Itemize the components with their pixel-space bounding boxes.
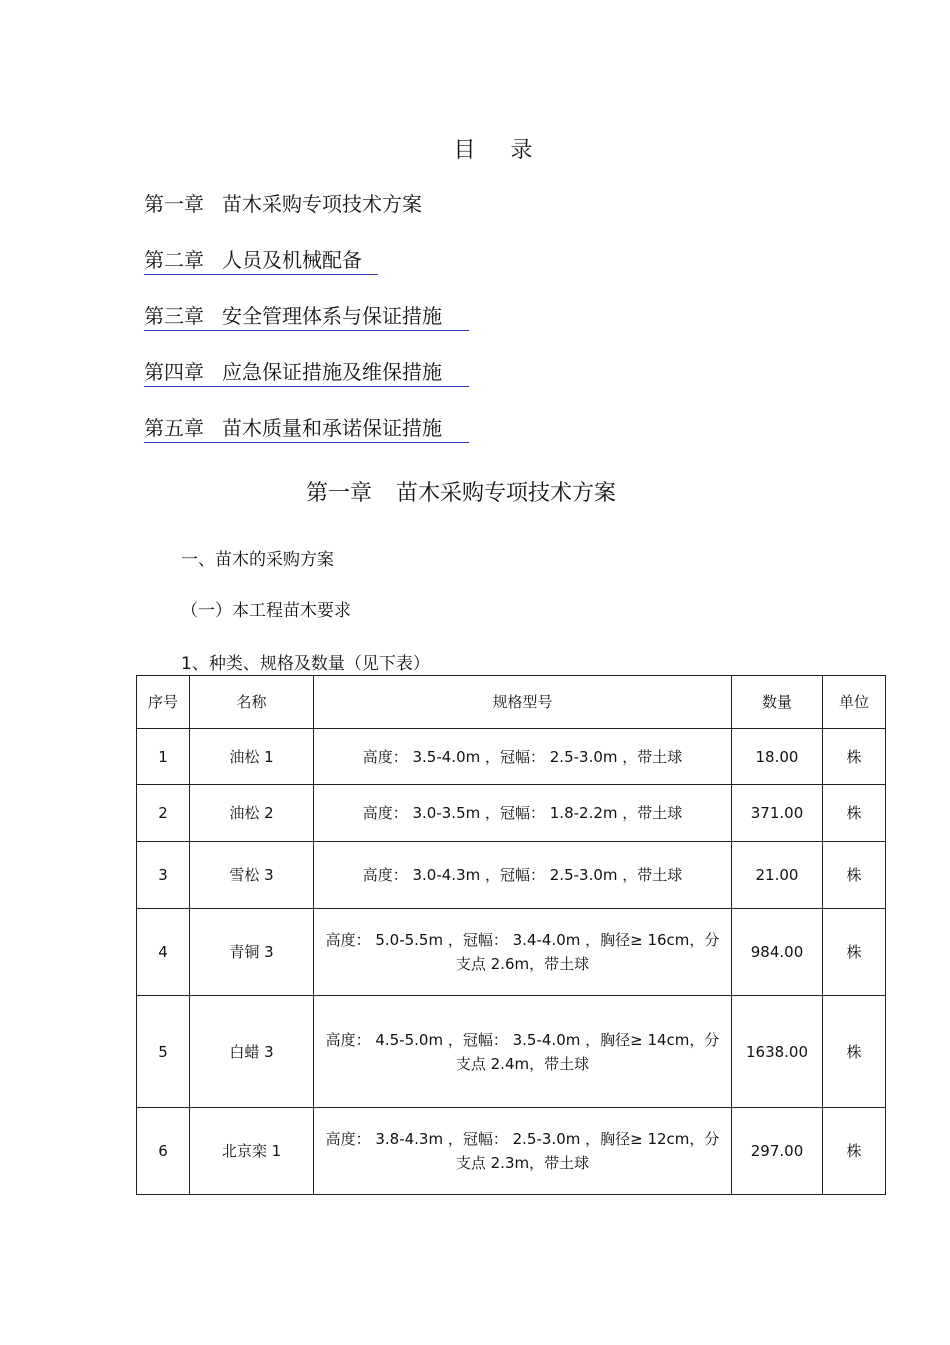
chapter-title: 苗木采购专项技术方案: [396, 481, 617, 506]
cell-no: 3: [137, 842, 190, 909]
cell-qty: 297.00: [732, 1108, 823, 1195]
chapter-number: 第一章: [305, 481, 372, 506]
cell-unit: 株: [823, 729, 886, 785]
cell-no: 6: [137, 1108, 190, 1195]
cell-spec: 高度： 5.0-5.5m ，冠幅： 3.4-4.0m ，胸径≥ 16cm，分支点 2.6m，带土球: [314, 909, 732, 996]
toc-item-chapter-5[interactable]: [144, 414, 469, 443]
toc-item-chapter-4[interactable]: [144, 358, 469, 387]
header-qty: 数量: [732, 676, 823, 729]
toc-title: 目 录: [453, 138, 547, 163]
toc-chapter-title: 应急保证措施及维保措施: [222, 360, 442, 384]
toc-item-chapter-3[interactable]: [144, 302, 469, 331]
table-row: [137, 785, 886, 842]
seedling-spec-table: [136, 675, 886, 1195]
toc-chapter-number: 第四章: [144, 360, 204, 384]
header-name: 名称: [190, 676, 314, 729]
toc-item-chapter-1[interactable]: [144, 190, 422, 218]
section-heading: 一、苗木的采购方案: [181, 550, 334, 570]
cell-spec: 高度： 3.0-3.5m ，冠幅： 1.8-2.2m ，带土球: [314, 785, 732, 842]
table-header-row: [137, 676, 886, 729]
cell-name: 白蜡 3: [190, 996, 314, 1108]
cell-spec: 高度： 3.0-4.3m ，冠幅： 2.5-3.0m ，带土球: [314, 842, 732, 909]
cell-name: 北京栾 1: [190, 1108, 314, 1195]
toc-chapter-number: 第五章: [144, 416, 204, 440]
cell-unit: 株: [823, 1108, 886, 1195]
toc-chapter-number: 第一章: [144, 192, 204, 216]
cell-name: 青铜 3: [190, 909, 314, 996]
table-row: [137, 996, 886, 1108]
toc-chapter-title: 人员及机械配备: [222, 248, 362, 272]
cell-unit: 株: [823, 842, 886, 909]
cell-no: 1: [137, 729, 190, 785]
cell-unit: 株: [823, 909, 886, 996]
cell-qty: 371.00: [732, 785, 823, 842]
cell-qty: 1638.00: [732, 996, 823, 1108]
header-spec: 规格型号: [314, 676, 732, 729]
cell-unit: 株: [823, 996, 886, 1108]
cell-spec: 高度： 4.5-5.0m ，冠幅： 3.5-4.0m ，胸径≥ 14cm，分支点 2.4m，带土球: [314, 996, 732, 1108]
cell-no: 4: [137, 909, 190, 996]
toc-chapter-number: 第三章: [144, 304, 204, 328]
cell-spec: 高度： 3.8-4.3m ，冠幅： 2.5-3.0m ，胸径≥ 12cm，分支点 2.3m，带土球: [314, 1108, 732, 1195]
toc-chapter-title: 苗木采购专项技术方案: [222, 192, 422, 216]
cell-qty: 18.00: [732, 729, 823, 785]
cell-name: 油松 1: [190, 729, 314, 785]
toc-chapter-title: 安全管理体系与保证措施: [222, 304, 442, 328]
cell-qty: 21.00: [732, 842, 823, 909]
table-row: [137, 729, 886, 785]
header-no: 序号: [137, 676, 190, 729]
cell-unit: 株: [823, 785, 886, 842]
cell-name: 油松 2: [190, 785, 314, 842]
toc-chapter-number: 第二章: [144, 248, 204, 272]
chapter-heading: [0, 476, 922, 507]
item-heading: 1、种类、规格及数量（见下表）: [181, 654, 430, 674]
cell-no: 5: [137, 996, 190, 1108]
toc-chapter-title: 苗木质量和承诺保证措施: [222, 416, 442, 440]
toc-item-chapter-2[interactable]: [144, 246, 378, 275]
subsection-heading: （一）本工程苗木要求: [181, 601, 351, 621]
cell-qty: 984.00: [732, 909, 823, 996]
cell-name: 雪松 3: [190, 842, 314, 909]
cell-no: 2: [137, 785, 190, 842]
cell-spec: 高度： 3.5-4.0m ，冠幅： 2.5-3.0m ，带土球: [314, 729, 732, 785]
table-row: [137, 1108, 886, 1195]
header-unit: 单位: [823, 676, 886, 729]
table-row: [137, 909, 886, 996]
table-row: [137, 842, 886, 909]
